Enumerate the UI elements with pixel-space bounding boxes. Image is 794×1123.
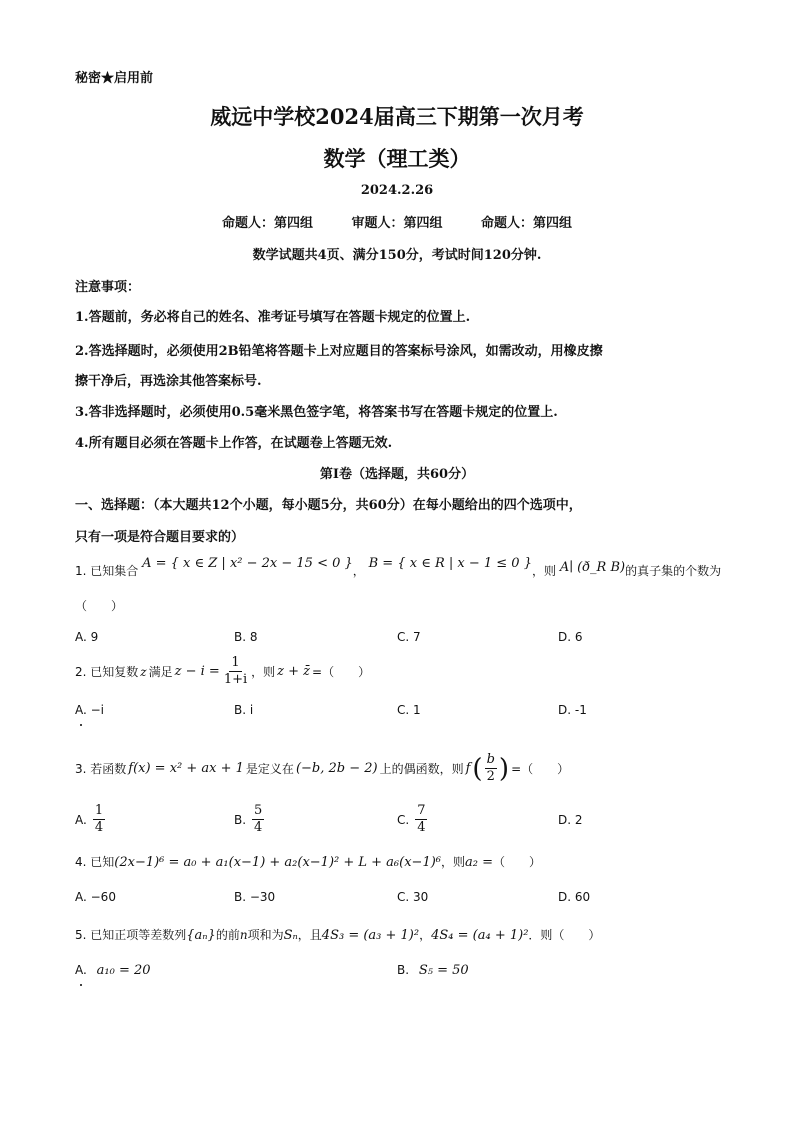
q4-tail: ，则 xyxy=(441,855,466,869)
q2-tail: ，则 xyxy=(251,665,276,679)
q4-option-a: A. −60 xyxy=(75,890,116,904)
q1-option-c: C. 7 xyxy=(397,630,421,644)
exam-date: 2024.2.26 xyxy=(360,183,434,198)
q1-sep: ， xyxy=(352,564,365,578)
q2-option-b: B. i xyxy=(234,703,254,717)
q2-option-a: A. −i xyxy=(75,703,105,717)
q2-option-c: C. 1 xyxy=(397,703,421,717)
q5-eq2: 4S₄ = (a₄ + 1)² xyxy=(431,928,529,943)
q3-option-a-label: A. xyxy=(75,812,87,827)
q4-ask: a₂ = xyxy=(465,855,494,870)
q5-end: ．则（ ） xyxy=(528,928,601,942)
q1-set-b: B = { x ∈ R | x − 1 ≤ 0 } xyxy=(368,556,532,571)
q3-option-b-den: 4 xyxy=(254,820,263,835)
q3-end: =（ ） xyxy=(511,762,570,776)
question-2 xyxy=(75,655,370,688)
q5-option-a-expr: a₁₀ = 20 xyxy=(96,963,151,978)
q2-end: =（ ） xyxy=(312,665,371,679)
q5-option-b xyxy=(397,963,469,978)
note-item-2-cont: 擦干净后，再选涂其他答案标号. xyxy=(75,374,262,389)
q3-option-c-den: 4 xyxy=(417,820,426,835)
author-proposer-2: 命题人：第四组 xyxy=(481,216,573,231)
exam-title: 威远中学校2024届高三下期第一次月考 xyxy=(210,104,584,129)
q5-n: n xyxy=(239,928,248,942)
author-proposer: 命题人：第四组 xyxy=(221,216,313,231)
question-4 xyxy=(75,853,541,870)
q1-prefix: 1. 已知集合 xyxy=(75,564,139,578)
q2-frac-den: 1+i xyxy=(223,672,248,687)
q3-option-b-num: 5 xyxy=(254,803,263,818)
q2-expr: z + z̄ xyxy=(277,664,311,679)
authors-line xyxy=(0,212,794,231)
q2-mid: 满足 xyxy=(148,665,173,679)
question-3 xyxy=(75,752,569,785)
part-instructions-cont: 只有一项是符合题目要求的） xyxy=(75,530,245,545)
q1-tail: ，则 xyxy=(531,564,556,578)
q3-option-a-frac xyxy=(93,803,105,836)
q4-option-c: C. 30 xyxy=(397,890,429,904)
q3-f: f xyxy=(465,761,471,776)
q3-fraction xyxy=(485,752,497,785)
q4-expr: (2x−1)⁶ = a₀ + a₁(x−1) + a₂(x−1)² + L + a₆(x−1)⁶ xyxy=(114,855,441,870)
q3-option-c xyxy=(397,803,427,836)
q1-option-a: A. 9 xyxy=(75,630,99,644)
q5-option-a xyxy=(75,963,151,978)
q3-mid: 是定义在 xyxy=(245,762,294,776)
q2-frac-num: 1 xyxy=(231,655,240,670)
q3-option-c-label: C. xyxy=(397,812,410,827)
q1-option-d: D. 6 xyxy=(558,630,583,644)
q3-frac-num: b xyxy=(486,752,495,767)
note-item-1: 1.答题前，务必将自己的姓名、准考证号填写在答题卡规定的位置上. xyxy=(75,310,471,325)
part-instructions: 一、选择题：（本大题共12个小题，每小题5分，共60分）在每小题给出的四个选项中， xyxy=(75,498,582,513)
q3-option-b xyxy=(234,803,264,836)
q3-option-a-den: 4 xyxy=(94,820,104,835)
q5-option-a-label: A. xyxy=(75,963,87,977)
q5-mid2: 项和为 xyxy=(247,928,284,942)
exam-info: 数学试题共4页、满分150分，考试时间120分钟. xyxy=(252,248,542,263)
author-reviewer: 审题人：第四组 xyxy=(351,216,443,231)
q1-set-a: A = { x ∈ Z | x² − 2x − 15 < 0 } xyxy=(142,556,353,571)
q5-seq: {aₙ} xyxy=(186,928,216,943)
q5-comma: ， xyxy=(419,928,432,942)
q3-frac-den: 2 xyxy=(486,769,495,784)
q2-option-d: D. -1 xyxy=(558,703,587,717)
q3-option-a-num: 1 xyxy=(94,803,104,818)
q1-answer-paren: （ ） xyxy=(75,599,124,613)
q3-lparen: ( xyxy=(472,753,483,784)
note-item-4: 4.所有题目必须在答题卡上作答，在试题卷上答题无效. xyxy=(75,436,393,451)
q5-prefix: 5. 已知正项等差数列 xyxy=(75,928,187,942)
q4-end: （ ） xyxy=(493,855,542,869)
q5-s: Sₙ xyxy=(283,928,298,943)
q4-option-d: D. 60 xyxy=(558,890,591,904)
question-1 xyxy=(75,556,722,579)
exam-subtitle: 数学（理工类） xyxy=(323,146,471,171)
q2-prefix: 2. 已知复数 xyxy=(75,665,139,679)
confidential-label: 秘密★启用前 xyxy=(75,71,154,86)
q1-option-b: B. 8 xyxy=(234,630,258,644)
q3-option-b-frac xyxy=(252,803,264,836)
q2-fraction xyxy=(222,655,249,688)
q3-option-d: D. 2 xyxy=(558,813,583,827)
section-title: 第Ⅰ卷（选择题，共60分） xyxy=(319,467,475,482)
stray-dot-2 xyxy=(80,984,82,986)
note-item-2: 2.答选择题时，必须使用2B铅笔将答题卡上对应题目的答案标号涂风，如需改动，用橡皮擦 xyxy=(75,344,603,359)
q5-mid: 的前 xyxy=(215,928,240,942)
q5-option-b-label: B. xyxy=(397,963,410,977)
q3-func: f(x) = x² + ax + 1 xyxy=(128,761,244,776)
q1-end: 的真子集的个数为 xyxy=(625,564,722,578)
q3-option-a xyxy=(75,803,105,836)
stray-dot xyxy=(80,724,82,726)
q3-option-c-num: 7 xyxy=(417,803,426,818)
q3-rparen: ) xyxy=(498,753,510,784)
q3-prefix: 3. 若函数 xyxy=(75,762,127,776)
question-5 xyxy=(75,926,600,943)
q3-interval: (−b, 2b − 2) xyxy=(295,761,378,776)
q4-option-b: B. −30 xyxy=(234,890,276,904)
q2-lhs: z − i = xyxy=(174,664,220,679)
q5-eq1: 4S₃ = (a₃ + 1)² xyxy=(321,928,420,943)
q3-option-c-frac xyxy=(415,803,427,836)
q3-option-b-label: B. xyxy=(234,812,247,827)
q4-prefix: 4. 已知 xyxy=(75,855,115,869)
q1-expr: A∣ (ð_R B) xyxy=(559,560,626,575)
notes-heading: 注意事项： xyxy=(75,280,141,295)
note-item-3: 3.答非选择题时，必须使用0.5毫米黑色签字笔，将答案书写在答题卡规定的位置上. xyxy=(75,405,558,420)
q2-var: z xyxy=(140,664,147,679)
q5-tail: ，且 xyxy=(297,928,322,942)
q5-option-b-expr: S₅ = 50 xyxy=(418,963,469,978)
q3-tail: 上的偶函数，则 xyxy=(379,762,464,776)
